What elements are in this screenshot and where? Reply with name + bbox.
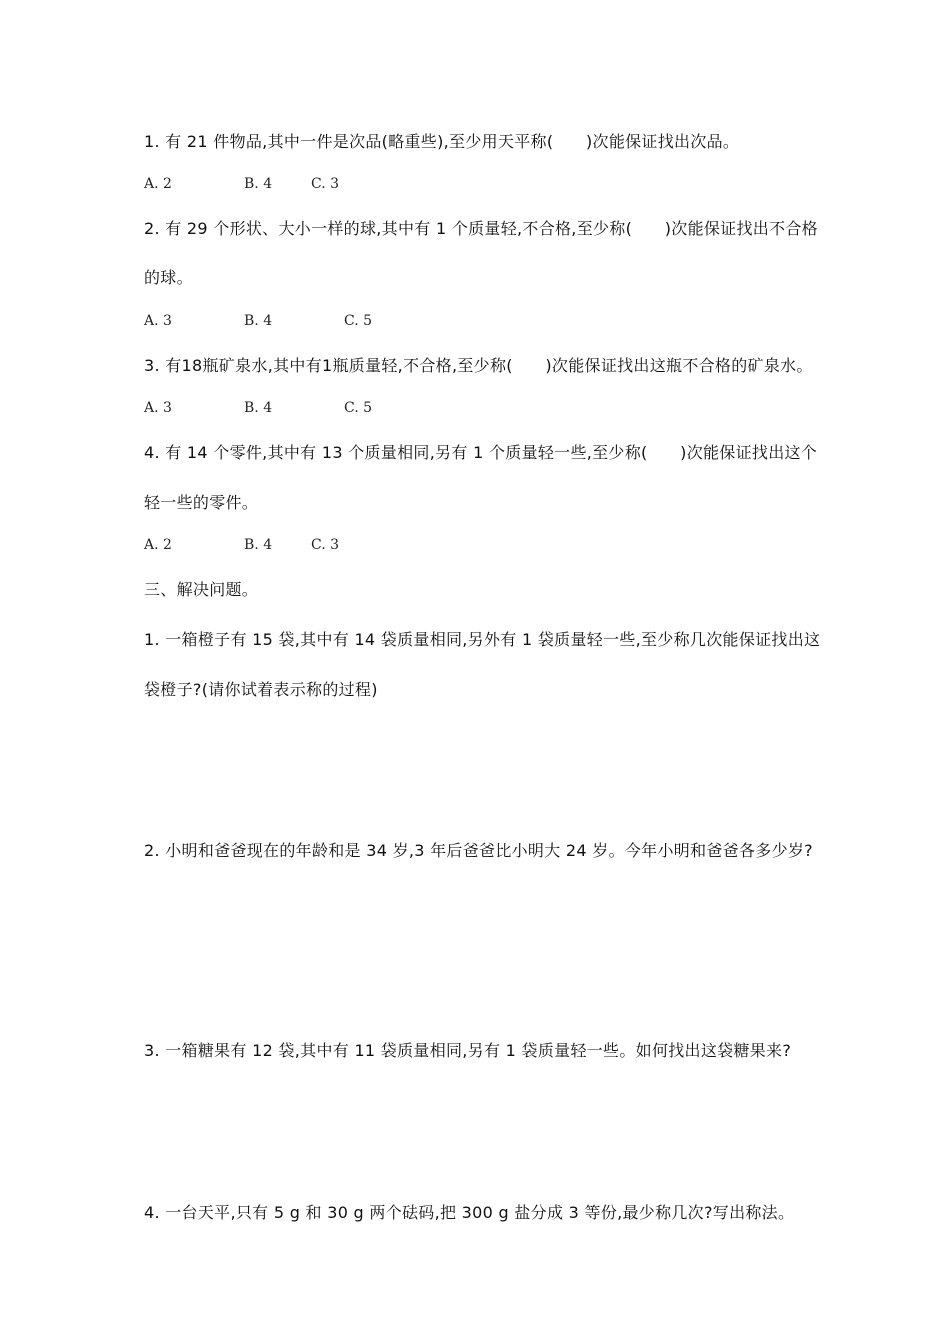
option-a: A. 2 <box>144 537 172 553</box>
question-4-text: 4. 有 14 个零件,其中有 13 个质量相同,另有 1 个质量轻一些,至少称( )次能保证找出这个 <box>144 443 818 462</box>
question-1-text: 1. 有 21 件物品,其中一件是次品(略重些),至少用天平称( )次能保证找出次品。 <box>144 132 740 151</box>
question-2-text-cont: 的球。 <box>144 268 193 287</box>
problem-4-text: 4. 一台天平,只有 5 g 和 30 g 两个砝码,把 300 g 盐分成 3 等份,最少称几次?写出称法。 <box>144 1203 795 1222</box>
option-a: A. 3 <box>144 400 172 416</box>
section-title: 三、解决问题。 <box>144 580 259 599</box>
option-c: C. 5 <box>344 400 373 416</box>
option-c: C. 3 <box>311 537 340 553</box>
option-c: C. 5 <box>344 313 373 329</box>
problem-3-text: 3. 一箱糖果有 12 袋,其中有 11 袋质量相同,另有 1 袋质量轻一些。如何找出这袋糖果来? <box>144 1041 792 1060</box>
question-2-text: 2. 有 29 个形状、大小一样的球,其中有 1 个质量轻,不合格,至少称( )次能保证找出不合格 <box>144 219 818 238</box>
option-b: B. 4 <box>244 313 273 329</box>
option-b: B. 4 <box>244 176 273 192</box>
option-b: B. 4 <box>244 400 273 416</box>
question-3-text: 3. 有18瓶矿泉水,其中有1瓶质量轻,不合格,至少称( )次能保证找出这瓶不合格的矿泉水。 <box>144 356 813 375</box>
problem-1-text: 1. 一箱橙子有 15 袋,其中有 14 袋质量相同,另外有 1 袋质量轻一些,至少称几次能保证找出这 <box>144 630 821 649</box>
option-a: A. 3 <box>144 313 172 329</box>
problem-1-text-cont: 袋橙子?(请你试着表示称的过程) <box>144 680 378 699</box>
option-c: C. 3 <box>311 176 340 192</box>
option-b: B. 4 <box>244 537 273 553</box>
question-4-text-cont: 轻一些的零件。 <box>144 493 259 512</box>
option-a: A. 2 <box>144 176 172 192</box>
problem-2-text: 2. 小明和爸爸现在的年龄和是 34 岁,3 年后爸爸比小明大 24 岁。今年小明和爸爸各多少岁? <box>144 841 813 860</box>
